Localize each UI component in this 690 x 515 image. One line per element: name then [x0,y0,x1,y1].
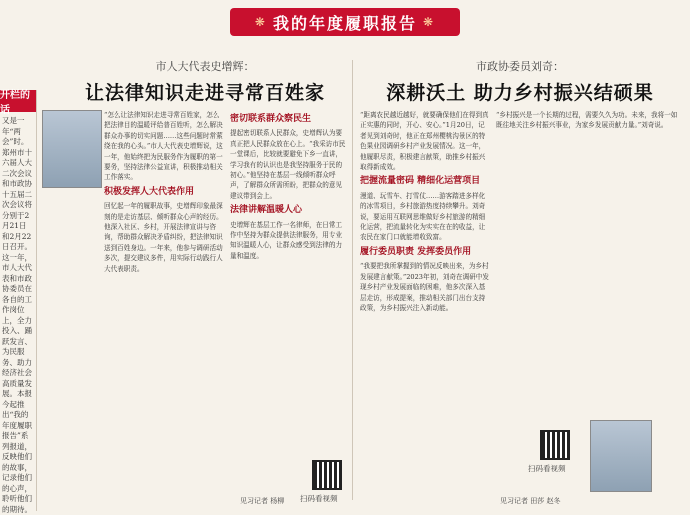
right-article-col2 [496,110,682,400]
report-banner [230,8,460,36]
left-subheading-2: 密切联系群众察民生 [230,114,312,124]
left-article-col2 [230,110,348,440]
right-portrait-photo [590,420,652,492]
left-article-col1 [104,110,226,500]
flower-icon: ❋ [423,15,436,29]
flower-icon: ❋ [254,15,267,29]
right-intro: “距离农民越近越好，就要确保他们在得到真正实惠的同时，开心、安心。”1月20日，记者见到刘奇时，他正在郑州樱桃沟景区的特色果业园调研乡村产业发展情况。这一年，他履职尽责，积极建言献策，助推乡村振兴取得新成效。 [360,111,489,172]
right-subheading-1: 把握流量密码 精细化运营项目 [360,176,481,187]
left-para-2: 提起密切联系人民群众，史增辉认为要真正把人民群众放在心上。“我采访市民一堂课后，比较就要避免下乡一直讲，学习我有的认识也是我坚持服务于民的初心。”他坚持在基层一线倾听群众呼声，了解群众所需所盼，把群众的意见建议带到会上。 [230,129,346,200]
left-qr-code[interactable] [312,460,342,490]
left-intro: “怎么让法律知识走进寻常百姓家，怎么把法律目的温暖评给普百姓听，怎么解决群众办事的切实问题……这些问题时常萦绕在我的心头。”市人大代表史增辉说，这一年，他始终把为民服务作为履职的第一要务，坚持法律公益宣讲，积极推动相关工作落实。 [104,111,223,182]
right-subheading-2: 履行委员职责 发挥委员作用 [360,246,472,257]
left-article-header [60,58,350,105]
left-byline: 见习记者 杨柳 [240,497,285,505]
sidebar-text: 又是一年“两会”时。郑州市十六届人大二次会议和市政协十五届二次会议将分别于2月21日和2月22日召开。这一年，市人大代表和市政协委员在各自的工作岗位上，全力投入、踊跃发言、为民服务、助力经济社会高质量发展。本报今起推出“我的年度履职报告”系列报道，反映他们的故事，记录他们的心声，聆听他们的期待。 [2,116,32,514]
left-para-1: 回忆起一年的履职故事，史增辉印象最深刻的是走访基层、倾听群众心声的经历。他深入社区、乡村，开展法律宣讲与咨询，帮助群众解决矛盾纠纷，把法律知识送到百姓身边。一年来，他参与调研活动多次，提交建议多件，用实际行动践行人大代表职责。 [104,202,223,273]
sidebar-title: 开栏的话 [0,90,36,112]
banner-title: 我的年度履职报告 [272,13,417,33]
right-para-1: 漫道、玩雪车、打雪仗……游客踏进多样化的冰雪项目，乡村旅游热度持续攀升。刘奇说，要运用互联网思维做好乡村旅游的精细化运营，把流量转化为实实在在的收益，让农民在家门口就能增收致富。 [360,191,486,242]
right-article-col1 [360,110,490,500]
left-subheading-3: 法律讲解温暖人心 [230,205,303,216]
column-divider [352,60,353,500]
left-headline: 让法律知识走进寻常百姓家 [84,82,325,104]
right-scan-label: 扫码看视频 [528,464,566,473]
right-kicker: 市政协委员刘奇： [476,60,564,73]
right-qr-code[interactable] [540,430,570,460]
left-portrait-photo [42,110,102,188]
right-byline: 见习记者 田莎 赵冬 [500,497,561,505]
left-para-3: 史增辉在基层工作一名律师，在日常工作中坚持为群众提供法律服务，用专业知识温暖人心，让群众感受到法律的力量和温度。 [230,220,343,260]
right-headline: 深耕沃土 助力乡村振兴结硕果 [386,82,654,104]
right-para-2: “我要把我所掌握到的情况反映出来，为乡村发展建言献策。”2023年初，刘奇在调研中发现乡村产业发展面临的困难，他多次深入基层走访，形成提案，推动相关部门出台支持政策，为乡村振兴注入新动能。 [360,262,489,312]
left-scan-label: 扫码看视频 [300,494,338,503]
sidebar [0,90,37,514]
left-subheading-1: 积极发挥人大代表作用 [104,186,195,197]
left-kicker: 市人大代表史增辉： [155,60,255,73]
right-quote: “乡村振兴是一个长期的过程，需要久久为功。未来，我将一如既往地关注乡村振兴事业，为家乡发展贡献力量。”刘奇说。 [496,111,678,130]
right-article-header [365,58,675,105]
